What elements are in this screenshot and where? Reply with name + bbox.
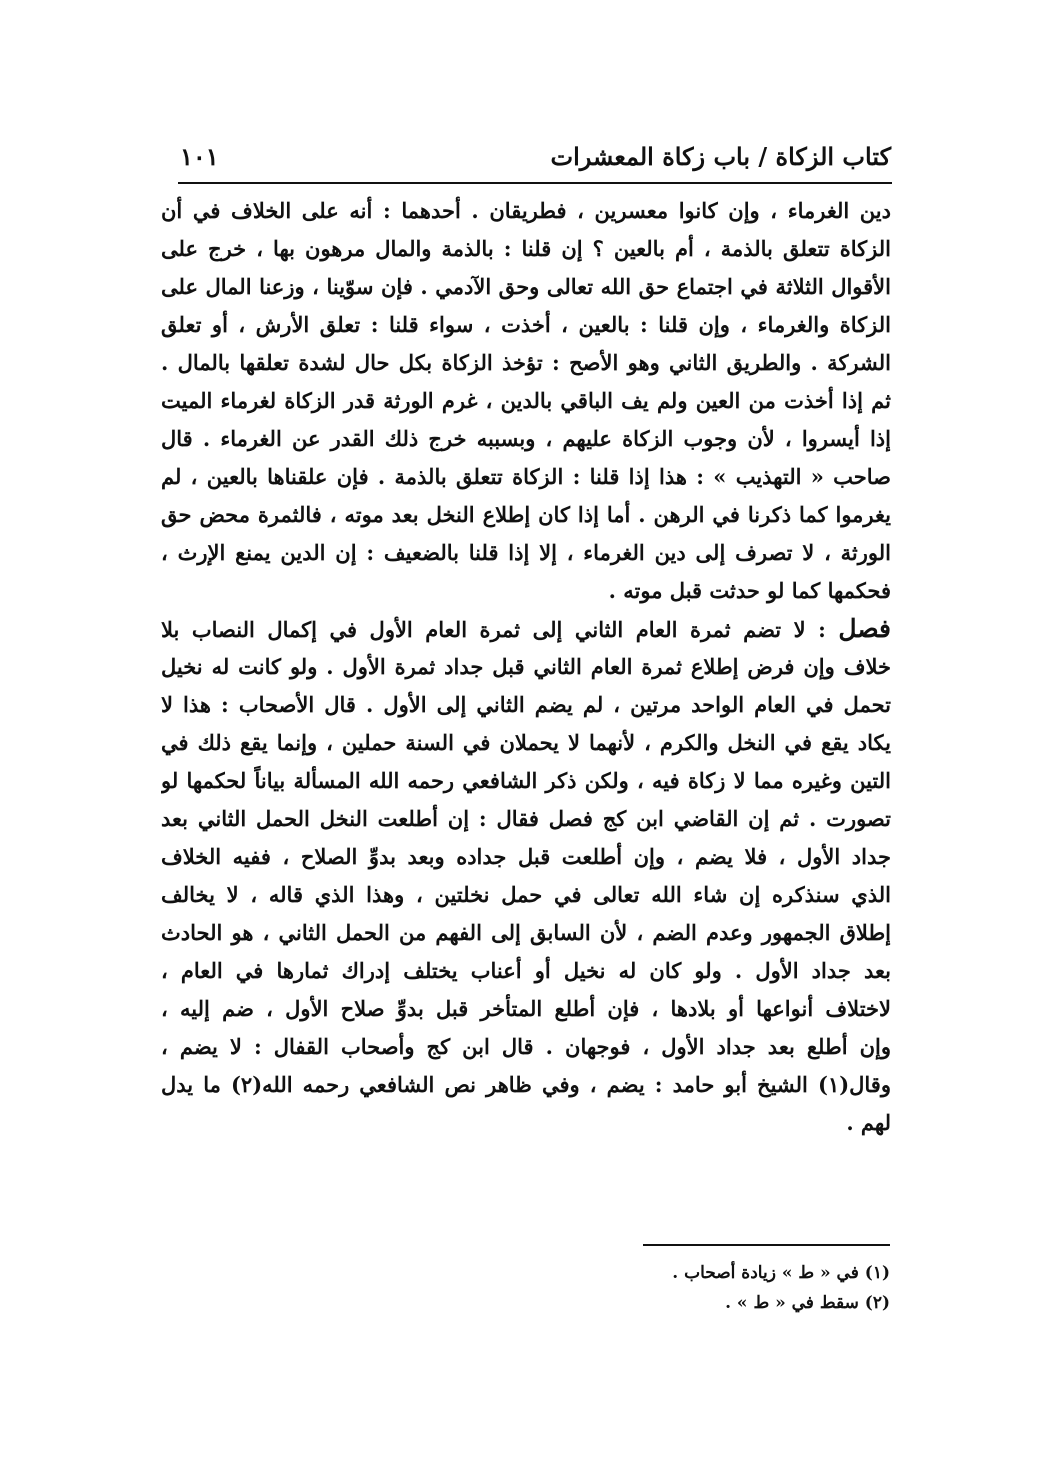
text-line: الورثة ، لا تصرف إلى دين الغرماء ، إلا إذا قلنا بالضعيف : إن الدين يمنع الإرث ،: [161, 540, 891, 565]
text-line: فحكمها كما لو حدثت قبل موته .: [608, 578, 891, 603]
text-line: جداد الأول ، فلا يضم ، وإن أطلعت قبل جداده وبعد بدوِّ الصلاح ، ففيه الخلاف: [161, 844, 891, 869]
header-rule: [178, 182, 892, 184]
text-line: الأقوال الثلاثة في اجتماع حق الله تعالى وحق الآدمي . فإن سوّينا ، وزعنا المال على: [161, 274, 891, 299]
text-line: وإن أطلع بعد جداد الأول ، فوجهان . قال ابن كج وأصحاب القفال : لا يضم ،: [161, 1034, 891, 1059]
text-line: بعد جداد الأول . ولو كان له نخيل أو أعناب يختلف إدراك ثمارها في العام ،: [161, 958, 891, 983]
text-line: الذي سنذكره إن شاء الله تعالى في حمل نخلتين ، وهذا الذي قاله ، لا يخالف: [161, 882, 891, 907]
footnote-rule: [643, 1244, 890, 1246]
text-line: دين الغرماء ، وإن كانوا معسرين ، فطريقان . أحدهما : أنه على الخلاف في أن: [161, 198, 891, 223]
text-line: لهم .: [846, 1110, 891, 1135]
body-text: [161, 192, 891, 1142]
footnote: (٢) سقط في « ط » .: [725, 1293, 890, 1313]
text-line: الزكاة تتعلق بالذمة ، أم بالعين ؟ إن قلنا : بالذمة والمال مرهون بها ، خرج على: [161, 236, 891, 261]
footnote: (١) في « ط » زيادة أصحاب .: [672, 1263, 890, 1283]
page-number: ١٠١: [180, 142, 219, 171]
page-header: [180, 142, 891, 176]
text-line: تصورت . ثم إن القاضي ابن كج فصل فقال : إن أطلعت النخل الحمل الثاني بعد: [161, 806, 891, 831]
text-line: الزكاة والغرماء ، وإن قلنا : بالعين ، أخذت ، سواء قلنا : تعلق الأرش ، أو تعلق: [161, 312, 891, 337]
text-line: صاحب « التهذيب » : هذا إذا قلنا : الزكاة تتعلق بالذمة . فإن علقناها بالعين ، لم: [161, 464, 891, 489]
fasl-label: فصل: [838, 614, 891, 643]
text-line: التين وغيره مما لا زكاة فيه ، ولكن ذكر الشافعي رحمه الله المسألة بياناً لحكمها لو: [161, 768, 891, 793]
text-line: خلاف وإن فرض إطلاع ثمرة العام الثاني قبل جداد ثمرة الأول . ولو كانت له نخيل: [161, 654, 891, 679]
text-line: وقال(١) الشيخ أبو حامد : يضم ، وفي ظاهر نص الشافعي رحمه الله(٢) ما يدل: [161, 1072, 891, 1097]
text-line: يكاد يقع في النخل والكرم ، لأنهما لا يحملان في السنة حملين ، وإنما يقع ذلك في: [161, 730, 891, 755]
running-header-title: كتاب الزكاة / باب زكاة المعشرات: [550, 142, 891, 171]
text-line: إطلاق الجمهور وعدم الضم ، لأن السابق إلى الفهم من الحمل الثاني ، هو الحادث: [161, 920, 891, 945]
text-line: يغرموا كما ذكرنا في الرهن . أما إذا كان إطلاع النخل بعد موته ، فالثمرة محض حق: [161, 502, 891, 527]
text-line: ثم إذا أخذت من العين ولم يف الباقي بالدين ، غرم الورثة قدر الزكاة لغرماء الميت: [161, 388, 891, 413]
text-line: الشركة . والطريق الثاني وهو الأصح : تؤخذ الزكاة بكل حال لشدة تعلقها بالمال .: [161, 350, 891, 375]
footnotes: [400, 1258, 890, 1318]
text-line: إذا أيسروا ، لأن وجوب الزكاة عليهم ، وبسببه خرج ذلك القدر عن الغرماء . قال: [161, 426, 891, 451]
text-line: لاختلاف أنواعها أو بلادها ، فإن أطلع المتأخر قبل بدوِّ صلاح الأول ، ضم إليه ،: [161, 996, 891, 1021]
text-line: تحمل في العام الواحد مرتين ، لم يضم الثاني إلى الأول . قال الأصحاب : هذا لا: [161, 692, 891, 717]
fasl-heading-line: [161, 610, 891, 648]
fasl-first-line-text: : لا تضم ثمرة العام الثاني إلى ثمرة العام الأول في إكمال النصاب بلا: [161, 617, 826, 642]
